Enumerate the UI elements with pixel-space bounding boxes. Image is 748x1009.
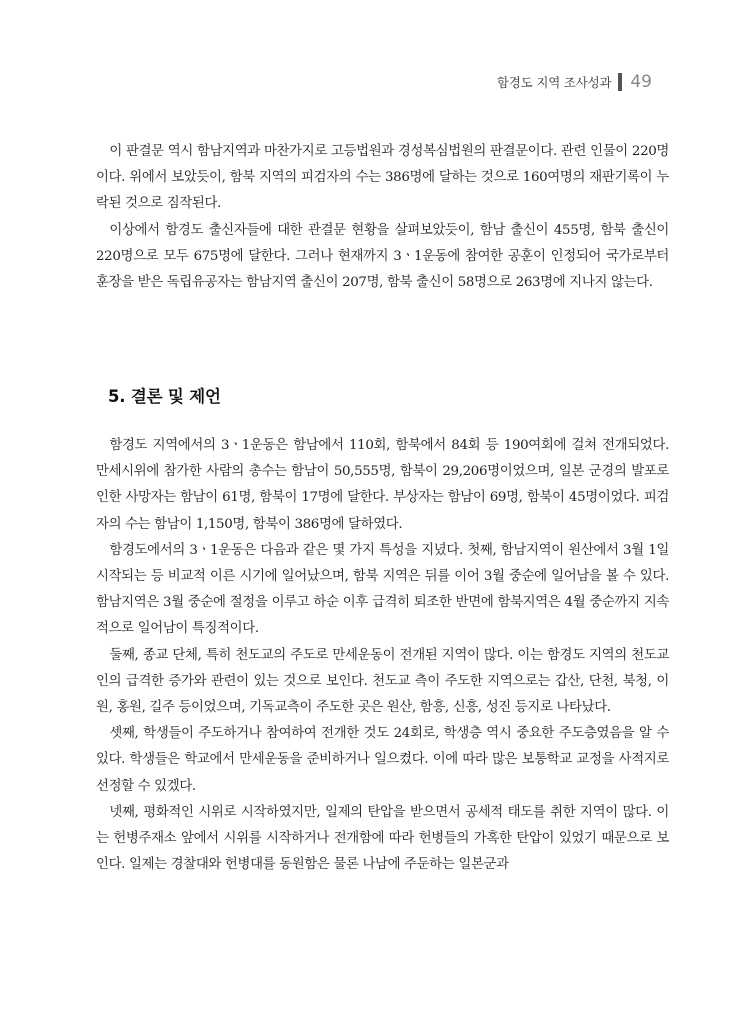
body-paragraph: 둘째, 종교 단체, 특히 천도교의 주도로 만세운동이 전개된 지역이 많다. 이는 함경도 지역의 천도교인의 급격한 증가와 관련이 있는 것으로 보인다. 천도교 측이 주도한 지역으로는 갑산, 단천, 북청, 이원, 홍원, 길주 등이었으며, 기독교측이 주도한 곳은 원산, 함흥, 신흥, 성진 등지로 나타났다. xyxy=(96,647,669,716)
body-paragraph: 함경도에서의 3ㆍ1운동은 다음과 같은 몇 가지 특성을 지녔다. 첫째, 함남지역이 원산에서 3월 1일 시작되는 등 비교적 이른 시기에 일어났으며, 함북 지역은 뒤를 이어 3월 중순에 일어남을 볼 수 있다. 함남지역은 3월 중순에 절정을 이루고 하순 이후 급격히 퇴조한 반면에 함북지역은 4월 중순까지 지속적으로 일어남이 특징적이다. xyxy=(96,542,669,637)
section-text-block xyxy=(96,433,669,878)
running-header xyxy=(497,72,652,92)
running-header-title: 함경도 지역 조사성과 xyxy=(496,75,612,90)
section-heading: 5. 결론 및 제언 xyxy=(108,387,221,406)
body-paragraph: 함경도 지역에서의 3ㆍ1운동은 함남에서 110회, 함북에서 84회 등 190여회에 걸쳐 전개되었다. 만세시위에 참가한 사람의 총수는 함남이 50,555명, 함북이 29,206명이었으며, 일본 군경의 발포로 인한 사망자는 함남이 61명, 함북이 17명에 달한다. 부상자는 함남이 69명, 함북이 45명이었다. 피검자의 수는 함남이 1,150명, 함북이 386명에 달하였다. xyxy=(96,438,669,532)
body-paragraph: 이상에서 함경도 출신자들에 대한 관결문 현황을 살펴보았듯이, 함남 출신이 455명, 함북 출신이 220명으로 모두 675명에 달한다. 그러나 현재까지 3ㆍ1운동에 참여한 공훈이 인정되어 국가로부터 훈장을 받은 독립유공자는 함남지역 출신이 207명, 함북 출신이 58명으로 263명에 지나지 않는다. xyxy=(96,222,669,291)
page-number: 49 xyxy=(630,72,652,92)
body-paragraph: 셋째, 학생들이 주도하거나 참여하여 전개한 것도 24회로, 학생층 역시 중요한 주도층였음을 알 수 있다. 학생들은 학교에서 만세운동을 준비하거나 일으켰다. 이에 따라 많은 보통학교 교정을 사적지로 선정할 수 있겠다. xyxy=(96,726,669,794)
body-paragraph: 넷째, 평화적인 시위로 시작하였지만, 일제의 탄압을 받으면서 공세적 태도를 취한 지역이 많다. 이는 헌병주재소 앞에서 시위를 시작하거나 전개함에 따라 헌병들의 가혹한 탄압이 있었기 때문으로 보인다. 일제는 경찰대와 헌병대를 동원함은 물론 나남에 주둔하는 일본군과 xyxy=(96,804,669,873)
body-paragraph: 이 판결문 역시 함남지역과 마찬가지로 고등법원과 경성복심법원의 판결문이다. 관련 인물이 220명이다. 위에서 보았듯이, 함북 지역의 피검자의 수는 386명에 달하는 것으로 160여명의 재판기록이 누락된 것으로 짐작된다. xyxy=(96,144,669,212)
intro-text-block xyxy=(96,139,669,296)
header-divider-bar xyxy=(618,73,622,91)
